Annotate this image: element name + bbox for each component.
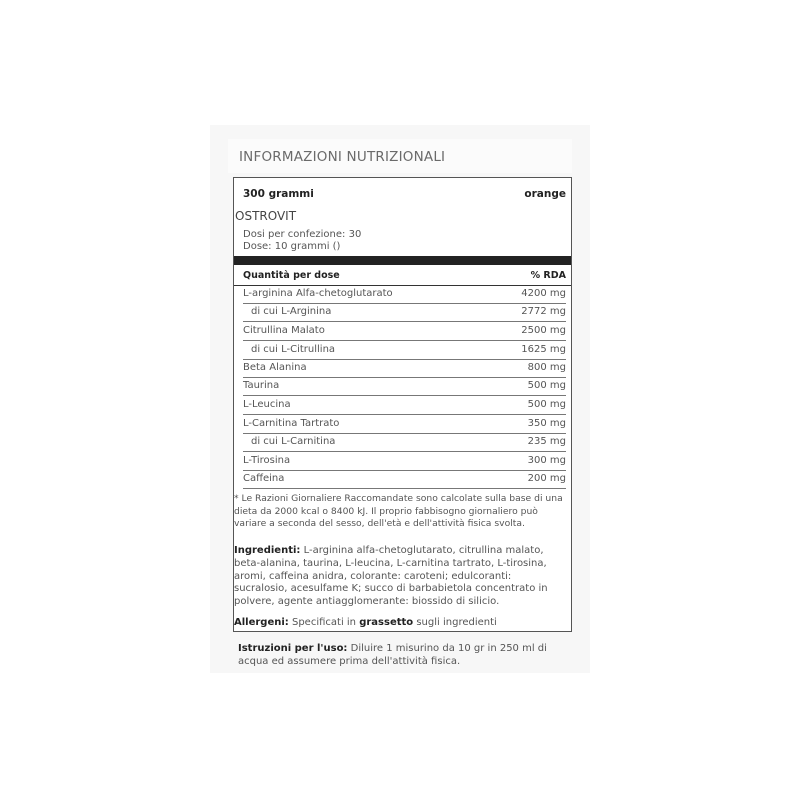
nutrient-value: 200 mg — [527, 473, 566, 484]
servings-per-pack: Dosi per confezione: 30 — [243, 229, 362, 240]
nutrient-row — [243, 434, 566, 452]
nutrient-row — [243, 397, 566, 415]
nutrient-value: 2772 mg — [521, 306, 566, 317]
nutrient-row — [243, 286, 566, 304]
nutrient-name: Beta Alanina — [243, 362, 307, 373]
nutrient-row — [243, 416, 566, 434]
ingredients-label: Ingredienti: — [234, 545, 301, 556]
nutrient-value: 500 mg — [527, 380, 566, 391]
nutrient-name: di cui L-Arginina — [251, 306, 332, 317]
ingredients — [234, 545, 564, 609]
instructions-label: Istruzioni per l'uso: — [238, 643, 348, 654]
nutrient-row — [243, 471, 566, 489]
thick-divider — [234, 256, 571, 265]
nutrient-value: 4200 mg — [521, 288, 566, 299]
header-quantity: Quantità per dose — [243, 270, 340, 281]
nutrient-value: 1625 mg — [521, 344, 566, 355]
nutrient-name: L-arginina Alfa-chetoglutarato — [243, 288, 393, 299]
nutrient-row — [243, 453, 566, 471]
nutrient-row — [243, 378, 566, 396]
package-size: 300 grammi — [243, 188, 314, 200]
nutrient-value: 235 mg — [527, 436, 566, 447]
nutrient-row — [243, 342, 566, 360]
nutrient-name: Caffeina — [243, 473, 285, 484]
nutrient-name: di cui L-Carnitina — [251, 436, 336, 447]
brand-name: OSTROVIT — [235, 209, 297, 223]
nutrition-label — [233, 177, 572, 632]
size-flavor-row — [243, 188, 566, 202]
nutrition-panel — [210, 125, 590, 673]
table-header — [243, 270, 566, 284]
ingredients-text: L-arginina alfa-chetoglutarato, citrullina malato, beta-alanina, taurina, L-leucina, L-carnitina tartrato, L-tirosina, aromi, caffeina anidra, colorante: caroteni; edulcoranti: sucralosio, acesulfame K; succo di barbabietola concentrato in polvere, agente antiagglomerante: biossido di silicio. — [234, 545, 548, 608]
nutrient-value: 2500 mg — [521, 325, 566, 336]
allergens-bold-word: grassetto — [359, 617, 414, 628]
nutrient-name: Citrullina Malato — [243, 325, 325, 336]
allergens-text-after: sugli ingredienti — [413, 617, 497, 628]
nutrient-value: 500 mg — [527, 399, 566, 410]
nutrient-value: 300 mg — [527, 455, 566, 466]
nutrient-name: L-Tirosina — [243, 455, 291, 466]
flavor: orange — [524, 188, 566, 200]
serving-size: Dose: 10 grammi () — [243, 241, 341, 252]
nutrient-value: 800 mg — [527, 362, 566, 373]
nutrient-row — [243, 323, 566, 341]
instructions-text: Diluire 1 misurino da 10 gr in 250 ml di acqua ed assumere prima dell'attività fisica. — [238, 643, 547, 667]
header-rda: % RDA — [530, 270, 566, 281]
nutrient-name: di cui L-Citrullina — [251, 344, 336, 355]
instructions — [238, 642, 558, 668]
nutrient-name: L-Leucina — [243, 399, 291, 410]
nutrient-row — [243, 360, 566, 378]
panel-title: INFORMAZIONI NUTRIZIONALI — [239, 149, 446, 165]
nutrient-name: L-Carnitina Tartrato — [243, 418, 340, 429]
panel-heading — [228, 139, 572, 173]
nutrient-name: Taurina — [243, 380, 280, 391]
allergens-label: Allergeni: — [234, 617, 289, 628]
nutrient-row — [243, 304, 566, 322]
allergens — [234, 617, 570, 628]
nutrient-value: 350 mg — [527, 418, 566, 429]
rda-footnote: * Le Razioni Giornaliere Raccomandate sono calcolate sulla base di una dieta da 2000 kcal o 8400 kJ. Il proprio fabbisogno giornaliero può variare a seconda del sesso, dell'età e dell'attività fisica svolta. — [234, 493, 563, 529]
allergens-text-before: Specificati in — [288, 617, 360, 628]
